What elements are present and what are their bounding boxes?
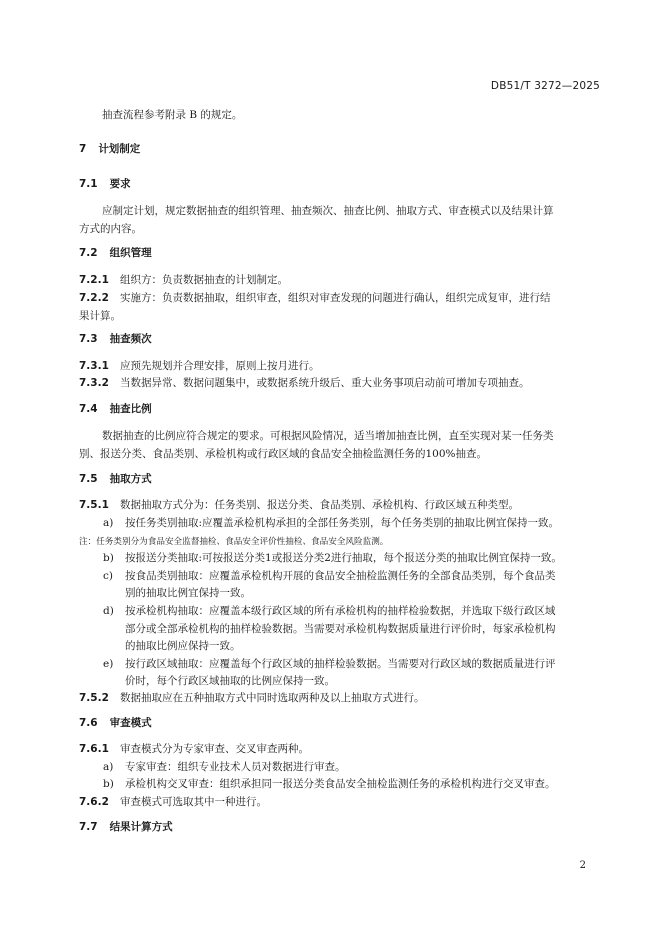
list-item-text: 按食品类别抽取：应覆盖承检机构开展的食品安全抽检监测任务的全部食品类别，每个食品类: [125, 570, 556, 582]
clause-number: 7.6.1: [79, 743, 109, 755]
clause-7-2-2: [79, 290, 551, 305]
document-id: DB51/T 3272—2025: [490, 80, 600, 92]
clause-number: 7.2.2: [79, 292, 109, 304]
list-item-continuation: 的抽取比例应保持一致。: [125, 640, 241, 652]
clause-7-3-1: [79, 358, 320, 373]
clause-text: 审查模式可选取其中一种进行。: [120, 796, 267, 808]
list-item-c: [103, 568, 556, 583]
section-7-4-heading: [79, 401, 152, 416]
clause-number: 7.3.1: [79, 360, 109, 372]
section-number: 7.3: [79, 333, 98, 345]
section-title: 组织管理: [109, 247, 152, 259]
clause-number: 7.5.1: [79, 499, 109, 511]
paragraph-line: 数据抽查的比例应符合规定的要求。可根据风险情况，适当增加抽查比例，直至实现对某一任务类: [102, 430, 554, 442]
section-number: 7.6: [79, 717, 98, 729]
section-7-heading: [79, 141, 140, 156]
list-item-b: [103, 550, 562, 565]
section-number: 7.4: [79, 403, 98, 415]
paragraph-line: 应制定计划，规定数据抽查的组织管理、抽查频次、抽查比例、抽取方式、审查模式以及结果计算: [102, 205, 554, 217]
list-item-a: [103, 759, 346, 774]
list-item-text: 专家审查：组织专业技术人员对数据进行审查。: [125, 761, 346, 773]
list-item-e: [103, 656, 556, 671]
section-number: 7.1: [79, 178, 98, 190]
clause-7-5-1: [79, 497, 519, 512]
list-item-text: 按行政区域抽取：应覆盖每个行政区域的抽样检验数据。当需要对行政区域的数据质量进行评: [125, 658, 556, 670]
intro-paragraph: 抽查流程参考附录 B 的规定。: [102, 109, 243, 121]
clause-number: 7.5.2: [79, 692, 109, 704]
list-item-text: 按任务类别抽取:应覆盖承检机构承担的全部任务类别，每个任务类别的抽取比例宜保持一致。: [125, 517, 560, 529]
section-title: 结果计算方式: [109, 821, 173, 833]
section-title: 抽查比例: [109, 403, 152, 415]
clause-number: 7.6.2: [79, 796, 109, 808]
note-text: 注：任务类别分为食品安全监督抽检、食品安全评价性抽检、食品安全风险监测。: [79, 537, 389, 547]
list-item-continuation: 价时，每个行政区域抽取的比例应保持一致。: [125, 675, 335, 687]
list-item-text: 承检机构交叉审查：组织承担同一报送分类食品安全抽检监测任务的承检机构进行交叉审查。: [125, 778, 556, 790]
section-title: 审查模式: [109, 717, 152, 729]
clause-7-2-1: [79, 272, 288, 287]
paragraph-line: 方式的内容。: [79, 223, 142, 235]
paragraph-line: 别、报送分类、食品类别、承检机构或行政区域的食品安全抽检监测任务的100%抽查。: [79, 448, 488, 460]
clause-text: 数据抽取应在五种抽取方式中同时选取两种及以上抽取方式进行。: [120, 692, 425, 704]
section-7-1-heading: [79, 176, 131, 191]
section-7-2-heading: [79, 245, 152, 260]
list-item-a: [103, 515, 559, 530]
section-7-3-heading: [79, 331, 152, 346]
section-title: 抽取方式: [109, 473, 152, 485]
section-title: 要求: [109, 178, 131, 190]
section-title: 抽查频次: [109, 333, 152, 345]
section-number: 7.7: [79, 821, 98, 833]
clause-7-3-2: [79, 375, 530, 390]
section-7-5-heading: [79, 471, 152, 486]
clause-text: 当数据异常、数据问题集中，或数据系统升级后、重大业务事项启动前可增加专项抽查。: [120, 377, 530, 389]
section-number: 7.2: [79, 247, 98, 259]
section-title: 计划制定: [98, 143, 141, 155]
section-7-7-heading: [79, 819, 173, 834]
page-number: 2: [579, 860, 586, 871]
clause-text: 数据抽取方式分为：任务类别、报送分类、食品类别、承检机构、行政区域五种类型。: [120, 499, 519, 511]
clause-text: 实施方：负责数据抽取，组织审查，组织对审查发现的问题进行确认，组织完成复审，进行结: [120, 292, 551, 304]
list-item-d: [103, 603, 556, 618]
clause-7-6-2: [79, 794, 267, 809]
clause-text: 应预先规划并合理安排，原则上按月进行。: [120, 360, 320, 372]
section-number: 7.5: [79, 473, 98, 485]
list-marker: a): [103, 761, 114, 773]
list-marker: a): [103, 517, 114, 529]
section-number: 7: [79, 143, 87, 155]
list-marker: e): [103, 658, 114, 670]
clause-text: 审查模式分为专家审查、交叉审查两种。: [120, 743, 309, 755]
clause-continuation: 果计算。: [79, 310, 121, 322]
list-item-continuation: 部分或全部承检机构的抽样检验数据。当需要对承检机构数据质量进行评价时，每家承检机构: [125, 623, 556, 635]
clause-7-6-1: [79, 741, 309, 756]
list-marker: c): [103, 570, 113, 582]
list-item-b: [103, 776, 556, 791]
list-item-continuation: 别的抽取比例宜保持一致。: [125, 587, 251, 599]
clause-text: 组织方：负责数据抽查的计划制定。: [120, 274, 288, 286]
list-marker: d): [103, 605, 114, 617]
list-marker: b): [103, 552, 114, 564]
list-marker: b): [103, 778, 114, 790]
clause-7-5-2: [79, 690, 425, 705]
list-item-text: 按报送分类抽取:可按报送分类1或报送分类2进行抽取，每个报送分类的抽取比例宜保持一致。: [125, 552, 562, 564]
clause-number: 7.3.2: [79, 377, 109, 389]
section-7-6-heading: [79, 715, 152, 730]
list-item-text: 按承检机构抽取：应覆盖本级行政区域的所有承检机构的抽样检验数据，并选取下级行政区域: [125, 605, 556, 617]
clause-number: 7.2.1: [79, 274, 109, 286]
